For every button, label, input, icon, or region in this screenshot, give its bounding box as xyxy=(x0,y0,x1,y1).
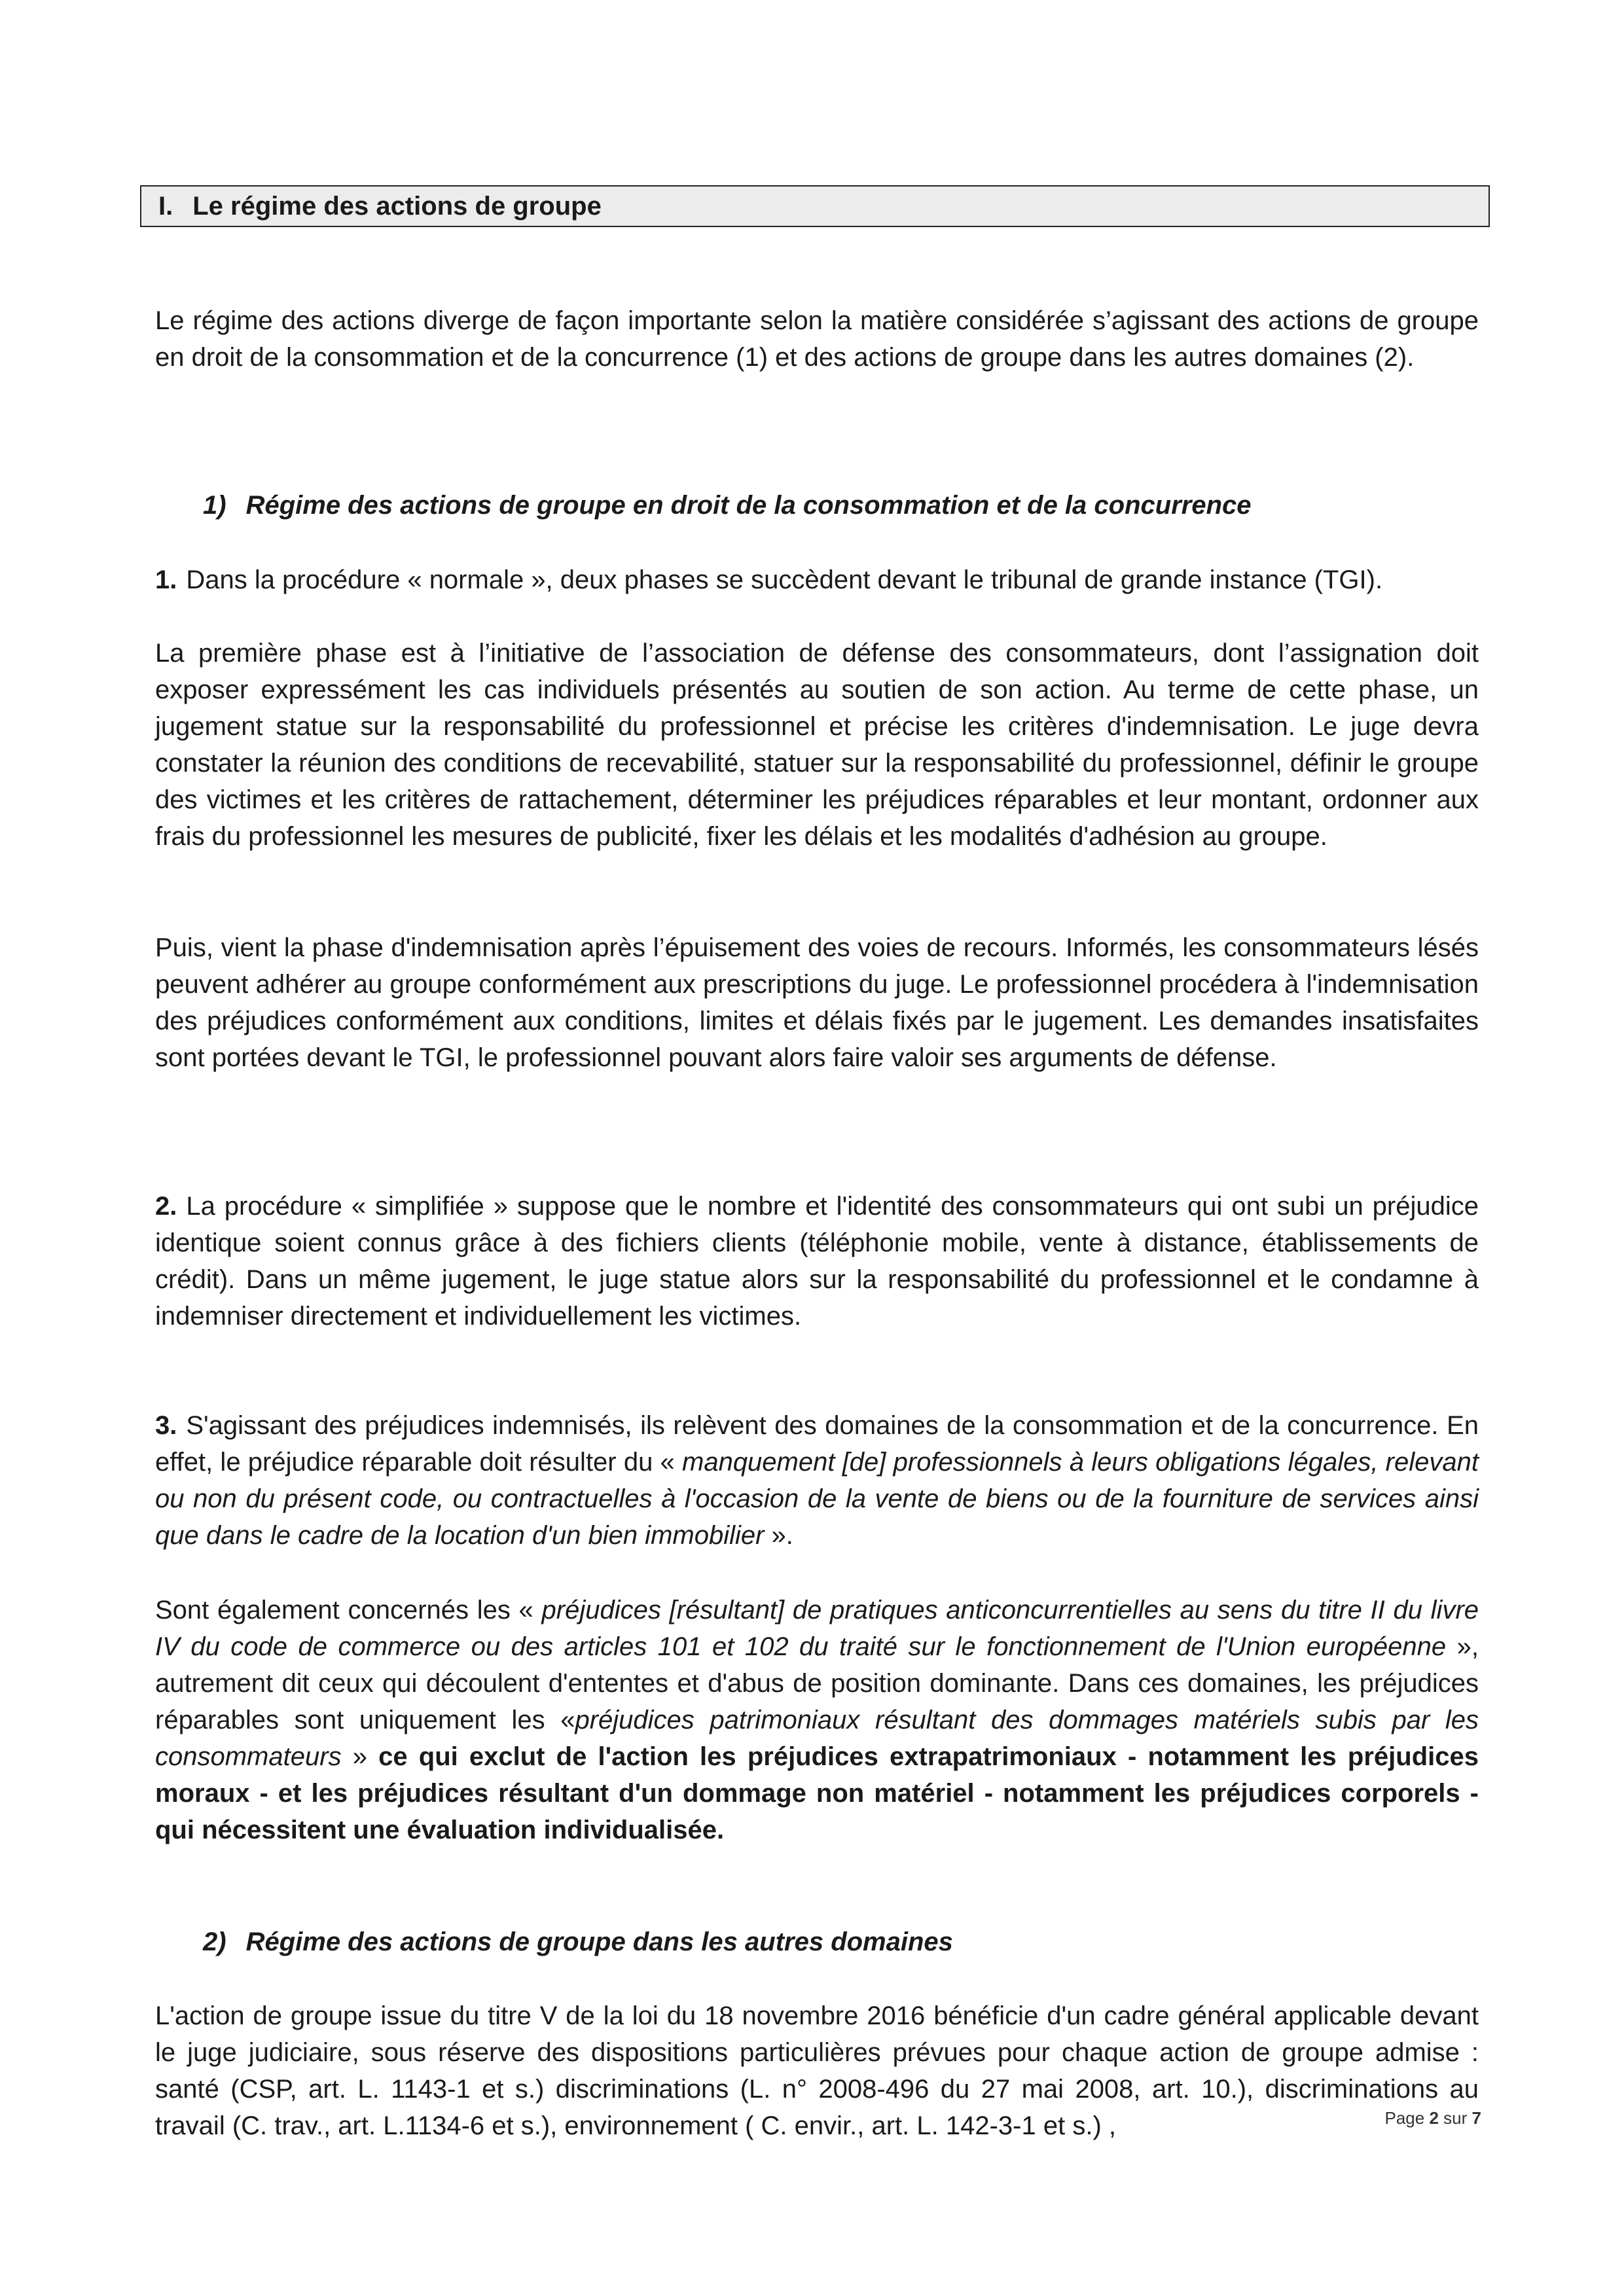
paragraph-3-continued xyxy=(155,1592,1479,1848)
subsection-2-heading xyxy=(203,1928,953,1957)
paragraph-3b-quote-1: préjudices [résultant] de pratiques anticoncurrentielles au sens du titre II du livre IV du code de commerce ou des articles 101 et 102 du traité sur le fonctionnement de l'Union européenne xyxy=(155,1596,1479,1661)
paragraph-1 xyxy=(155,562,1479,598)
subsection-1-heading xyxy=(203,491,1252,520)
paragraph-1-phase-two: Puis, vient la phase d'indemnisation après l’épuisement des voies de recours. Informés, les consommateurs lésés peuvent adhérer au groupe conformément aux prescriptions du juge. Le professionnel procédera à l'indemnisation des préjudices conformément aux conditions, limites et délais fixés par le jugement. Les demandes insatisfaites sont portées devant le TGI, le professionnel pouvant alors faire valoir ses arguments de défense. xyxy=(155,933,1479,1072)
section-title: Le régime des actions de groupe xyxy=(192,191,602,221)
paragraph-3-text-a: S'agissant des préjudices indemnisés, ils relèvent des domaines de la consommation et de la concurrence. En effet, le préjudice réparable doit résulter du « xyxy=(155,1411,1479,1477)
section-number: I. xyxy=(158,191,173,221)
intro-paragraph: Le régime des actions diverge de façon importante selon la matière considérée s’agissant des actions de groupe en droit de la consommation et de la concurrence (1) et des actions de groupe dans les autres domaines (2). xyxy=(155,306,1479,372)
paragraph-3-quote: manquement [de] professionnels à leurs obligations légales, relevant ou non du présent code, ou contractuelles à l'occasion de la vente de biens ou de la fourniture de services ainsi que dans le cadre de la location d'un bien immobilier xyxy=(155,1448,1479,1550)
paragraph-3b-bold: ce qui exclut de l'action les préjudices extrapatrimoniaux - notamment les préjudices moraux - et les préjudices résultant d'un dommage non matériel - notamment les préjudices corporels - qui nécessitent une évaluation individualisée. xyxy=(155,1742,1479,1844)
footer-prefix: Page xyxy=(1384,2108,1425,2128)
paragraph-2 xyxy=(155,1188,1479,1335)
page-footer xyxy=(1385,2108,1482,2128)
footer-current-page: 2 xyxy=(1429,2108,1439,2128)
paragraph-3b-text-a: Sont également concernés les « xyxy=(155,1596,542,1624)
paragraph-1-text: Dans la procédure « normale », deux phases se succèdent devant le tribunal de grande instance (TGI). xyxy=(186,565,1383,594)
paragraph-1-phase-one: La première phase est à l’initiative de l’association de défense des consommateurs, dont l’assignation doit exposer expressément les cas individuels présentés au soutien de son action. Au terme de cette phase, un jugement statue sur la responsabilité du professionnel et précise les critères d'indemnisation. Le juge devra constater la réunion des conditions de recevabilité, statuer sur la responsabilité du professionnel, définir le groupe des victimes et les critères de rattachement, déterminer les préjudices réparables et leur montant, ordonner aux frais du professionnel les mesures de publicité, fixer les délais et les modalités d'adhésion au groupe. xyxy=(155,639,1479,851)
subsection-1-title: Régime des actions de groupe en droit de la consommation et de la concurrence xyxy=(245,491,1252,520)
paragraph-3 xyxy=(155,1407,1479,1554)
paragraph-3b-quote-2: préjudices patrimoniaux résultant des dommages matériels subis par les consommateurs xyxy=(155,1706,1479,1771)
subsection-2-title: Régime des actions de groupe dans les autres domaines xyxy=(245,1928,953,1956)
paragraph-4: L'action de groupe issue du titre V de la loi du 18 novembre 2016 bénéficie d'un cadre général applicable devant le juge judiciaire, sous réserve des dispositions particulières prévues pour chaque action de groupe admise : santé (CSP, art. L. 1143-1 et s.) discriminations (L. n° 2008-496 du 27 mai 2008, art. 10.), discriminations au travail (C. trav., art. L.1134-6 et s.), environnement ( C. envir., art. L. 142-3-1 et s.) , xyxy=(155,2001,1479,2140)
subsection-2-number: 2) xyxy=(203,1928,226,1956)
paragraph-2-number: 2. xyxy=(155,1192,177,1221)
footer-middle: sur xyxy=(1443,2108,1468,2128)
paragraph-2-text: La procédure « simplifiée » suppose que le nombre et l'identité des consommateurs qui ont subi un préjudice identique soient connus grâce à des fichiers clients (téléphonie mobile, vente à distance, établissements de crédit). Dans un même jugement, le juge statue alors sur la responsabilité du professionnel et le condamne à indemniser directement et individuellement les victimes. xyxy=(155,1192,1479,1331)
paragraph-3-number: 3. xyxy=(155,1411,177,1440)
paragraph-3b-text-c: » xyxy=(341,1742,379,1771)
paragraph-1-number: 1. xyxy=(155,565,177,594)
paragraph-3-text-b: ». xyxy=(764,1521,793,1550)
subsection-1-number: 1) xyxy=(203,491,226,520)
section-heading xyxy=(140,185,1490,227)
paragraph-3b-text-b: », autrement dit ceux qui découlent d'ententes et d'abus de position dominante. Dans ces domaines, les préjudices réparables sont uniquement les « xyxy=(155,1632,1479,1734)
footer-total-pages: 7 xyxy=(1471,2108,1481,2128)
